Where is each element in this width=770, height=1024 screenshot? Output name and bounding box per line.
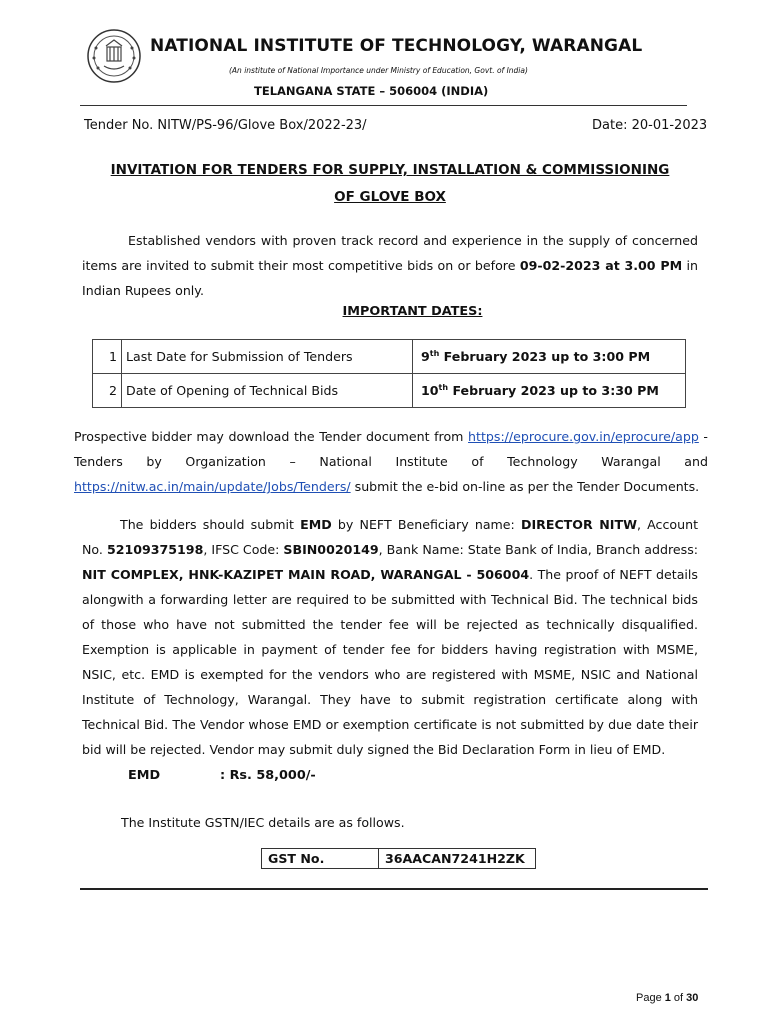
intro-paragraph	[82, 228, 698, 303]
intro-text-b: in Indian Rupees only.	[82, 258, 699, 298]
ifsc-code: SBIN0020149	[283, 542, 379, 557]
institute-state: TELANGANA STATE – 506004 (INDIA)	[254, 84, 489, 98]
emd-paragraph	[82, 512, 698, 762]
download-text-c: submit the e-bid on-line as per the Tender Documents.	[350, 479, 700, 494]
value-day: 9	[421, 349, 430, 365]
emd-text: , Account No.	[82, 517, 699, 557]
table-row	[262, 849, 536, 869]
row-number: 1	[93, 340, 122, 374]
of-word: of	[670, 992, 687, 1004]
row-label: Last Date for Submission of Tenders	[122, 340, 413, 374]
important-dates-heading: IMPORTANT DATES:	[342, 304, 483, 319]
intro-text-a: Established vendors with proven track record and experience in the supply of concerned items are invited to submit their most competitive bids on or before	[82, 233, 698, 273]
page-number	[636, 992, 698, 1004]
download-text-b: - Tenders by Organization – National Institute of Technology Warangal and	[74, 429, 708, 469]
row-label: Date of Opening of Technical Bids	[122, 374, 413, 408]
footer-divider	[80, 888, 708, 890]
row-value	[413, 374, 686, 408]
gst-value: 36AACAN7241H2ZK	[379, 849, 536, 869]
value-rest: February 2023 up to 3:30 PM	[448, 383, 659, 399]
gst-table	[261, 848, 536, 869]
header-divider	[80, 105, 687, 106]
page-word: Page	[636, 992, 665, 1004]
account-number: 52109375198	[106, 542, 204, 557]
total-pages: 30	[686, 992, 699, 1004]
branch-address: NIT COMPLEX, HNK-KAZIPET MAIN ROAD, WARANGAL - 506004	[82, 567, 530, 582]
gstn-intro: The Institute GSTN/IEC details are as follows.	[121, 815, 405, 830]
table-row	[93, 340, 686, 374]
emd-bold: EMD	[300, 517, 332, 532]
current-page: 1	[664, 992, 671, 1004]
important-dates-table	[92, 339, 686, 408]
institute-name: NATIONAL INSTITUTE OF TECHNOLOGY, WARANGAL	[150, 36, 643, 56]
row-value	[413, 340, 686, 374]
nitw-tenders-link[interactable]: https://nitw.ac.in/main/update/Jobs/Tenders/	[74, 479, 351, 494]
emd-text: . The proof of NEFT details alongwith a forwarding letter are required to be submitted with Technical Bid. The technical bids of those who have not submitted the tender fee will be rejected as technically disqualified. Exemption is applicable in payment of tender fee for bidders having registration with MSME, NSIC, etc. EMD is exempted for the vendors who are registered with MSME, NSIC and National Institute of Technology, Warangal. They have to submit registration certificate along with Technical Bid. The Vendor whose EMD or exemption certificate is not submitted by due date their bid will be rejected. Vendor may submit duly signed the Bid Declaration Form in lieu of EMD.	[82, 567, 698, 757]
emd-label: EMD	[128, 768, 161, 783]
document-title-line-1: INVITATION FOR TENDERS FOR SUPPLY, INSTALLATION & COMMISSIONING	[110, 162, 670, 178]
download-text-a: Prospective bidder may download the Tender document from	[74, 429, 469, 444]
emd-text: , IFSC Code:	[203, 542, 284, 557]
table-row	[93, 374, 686, 408]
institute-subtitle: (An institute of National Importance under Ministry of Education, Govt. of India)	[229, 66, 528, 75]
download-paragraph	[74, 424, 708, 499]
emd-text: , Bank Name: State Bank of India, Branch address:	[378, 542, 698, 557]
nitw-logo	[86, 26, 142, 86]
emd-amount: : Rs. 58,000/-	[220, 768, 316, 783]
tender-date: Date: 20-01-2023	[592, 118, 708, 133]
tender-number: Tender No. NITW/PS-96/Glove Box/2022-23/	[84, 118, 367, 133]
row-number: 2	[93, 374, 122, 408]
document-title-line-2: OF GLOVE BOX	[334, 189, 446, 205]
value-ordinal: th	[438, 382, 449, 392]
emd-text: by NEFT Beneficiary name:	[331, 517, 521, 532]
value-ordinal: th	[429, 348, 440, 358]
eprocure-link[interactable]: https://eprocure.gov.in/eprocure/app	[468, 429, 699, 444]
value-rest: February 2023 up to 3:00 PM	[439, 349, 651, 365]
emd-text: The bidders should submit	[120, 517, 301, 532]
value-day: 10	[421, 383, 439, 399]
intro-deadline: 09-02-2023 at 3.00 PM	[519, 258, 683, 273]
gst-label: GST No.	[262, 849, 379, 869]
beneficiary-name: DIRECTOR NITW	[521, 517, 637, 532]
